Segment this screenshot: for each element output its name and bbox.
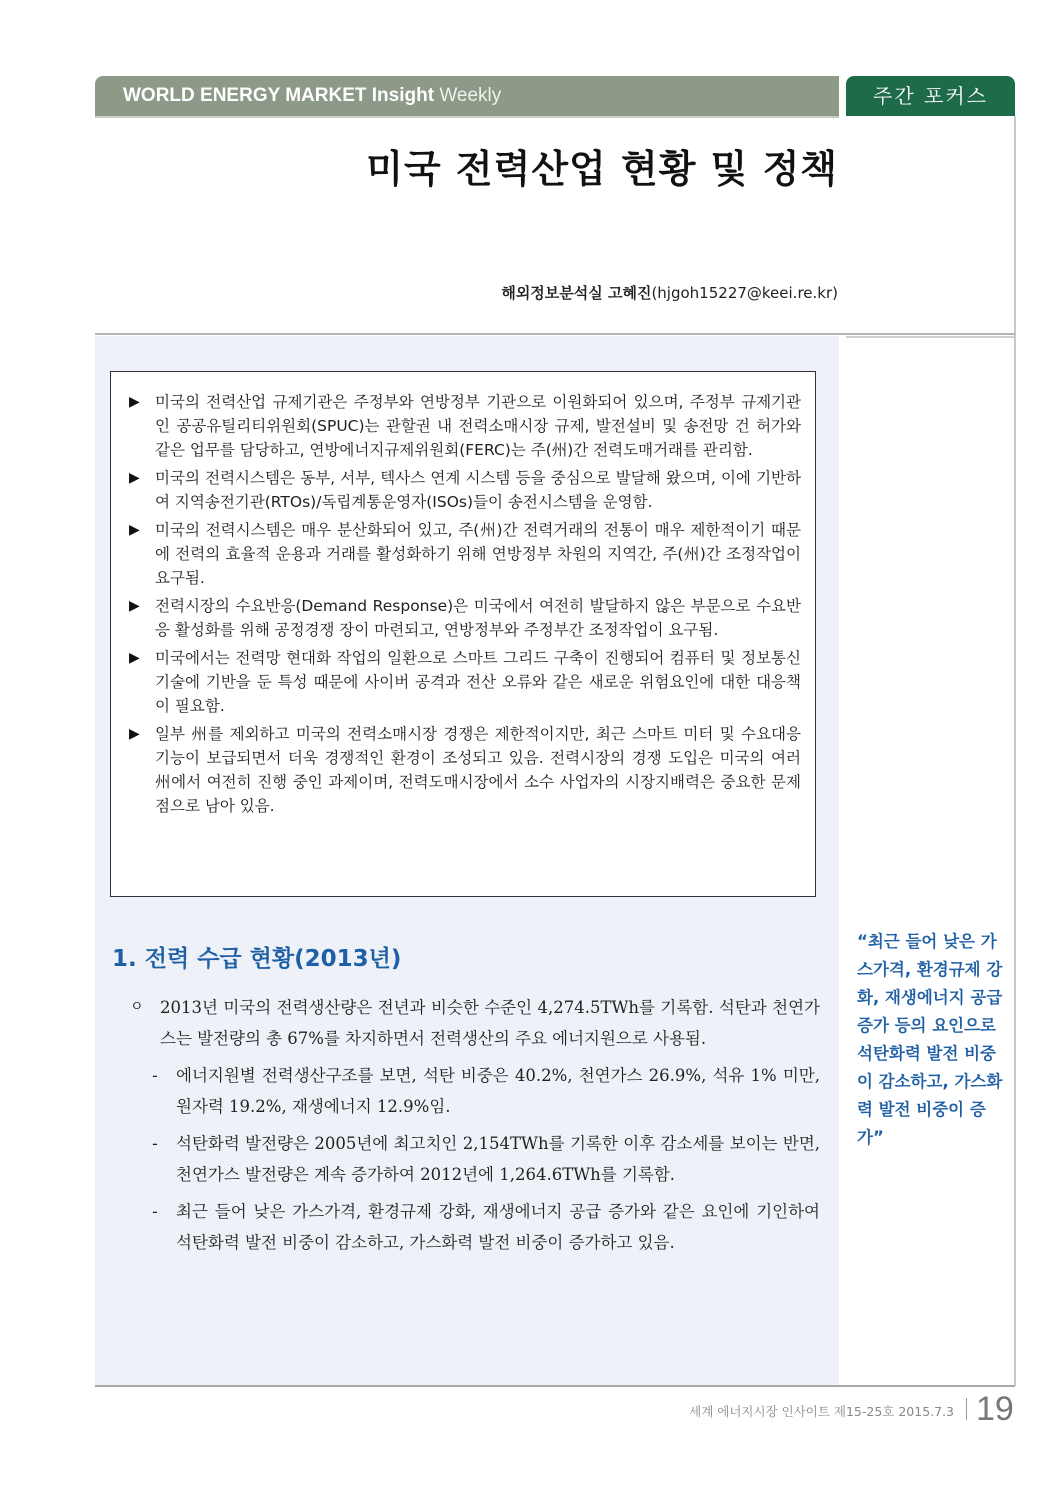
footer-divider (95, 1385, 1015, 1387)
sub-paragraph (152, 1196, 820, 1258)
brand-weekly: Weekly (439, 85, 502, 106)
brand-name: WORLD ENERGY MARKET Insight (123, 85, 435, 106)
page-number: 19 (976, 1390, 1014, 1428)
paragraph-text: 에너지원별 전력생산구조를 보면, 석탄 비중은 40.2%, 천연가스 26.9%, 석유 1% 미만, 원자력 19.2%, 재생에너지 12.9%임. (176, 1066, 820, 1116)
sub-paragraph (152, 1128, 820, 1190)
header-divider (95, 116, 839, 118)
sub-paragraph (152, 1060, 820, 1122)
section-heading: 1. 전력 수급 현황(2013년) (112, 946, 402, 972)
author-line (501, 282, 838, 303)
summary-box (110, 371, 816, 897)
summary-text: 일부 州를 제외하고 미국의 전력소매시장 경쟁은 제한적이지만, 최근 스마트 미터 및 수요대응 기능이 보급되면서 더욱 경쟁적인 환경이 조성되고 있음. 전력시장의 경쟁 도입은 미국의 여러 州에서 여전히 진행 중인 과제이며, 전력도매시장에서 소수 사업자의 시장지배력은 중요한 문제점으로 남아 있음. (155, 725, 801, 815)
pull-quote: “최근 들어 낮은 가스가격, 환경규제 강화, 재생에너지 공급 증가 등의 요인으로 석탄화력 발전 비중이 감소하고, 가스화력 발전 비중이 증가” (857, 932, 1003, 1147)
paragraph-text: 석탄화력 발전량은 2005년에 최고치인 2,154TWh를 기록한 이후 감소세를 보이는 반면, 천연가스 발전량은 계속 증가하여 2012년에 1,264.6TWh를 기록함. (176, 1134, 820, 1184)
summary-item (129, 646, 801, 718)
section-tab: 주간 포커스 (846, 76, 1015, 116)
author-name: 해외정보분석실 고혜진 (501, 284, 652, 302)
summary-text: 전력시장의 수요반응(Demand Response)은 미국에서 여전히 발달하지 않은 부문으로 수요반응 활성화를 위해 공정경쟁 장이 마련되고, 연방정부와 주정부간 조정작업이 요구됨. (155, 597, 801, 639)
summary-text: 미국에서는 전력망 현대화 작업의 일환으로 스마트 그리드 구축이 진행되어 컴퓨터 및 정보통신 기술에 기반을 둔 특성 때문에 사이버 공격과 전산 오류와 같은 새로운 위험요인에 대한 대응책이 필요함. (155, 649, 801, 715)
author-email: (hjgoh15227@keei.re.kr) (651, 284, 838, 302)
paragraph-text: 최근 들어 낮은 가스가격, 환경규제 강화, 재생에너지 공급 증가와 같은 요인에 기인하여 석탄화력 발전 비중이 감소하고, 가스화력 발전 비중이 증가하고 있음. (176, 1202, 820, 1252)
paragraph-text: 2013년 미국의 전력생산량은 전년과 비슷한 수준인 4,274.5TWh를 기록함. 석탄과 천연가스는 발전량의 총 67%를 차지하면서 전력생산의 주요 에너지원으로 사용됨. (160, 998, 820, 1048)
triangle-bullet-icon: ▶ (129, 726, 140, 742)
main-paragraph (130, 992, 820, 1054)
header-brand (123, 85, 501, 107)
summary-item (129, 390, 801, 462)
title-separator (95, 333, 1015, 335)
summary-item (129, 466, 801, 514)
triangle-bullet-icon: ▶ (129, 598, 140, 614)
summary-item (129, 518, 801, 590)
triangle-bullet-icon: ▶ (129, 394, 140, 410)
right-margin-line (1014, 116, 1016, 1386)
footer-publication: 세계 에너지시장 인사이트 제15-25호 2015.7.3 (689, 1404, 954, 1419)
circle-bullet-icon: ㅇ (130, 999, 144, 1015)
sidebar-top-line (846, 336, 1014, 338)
summary-item (129, 594, 801, 642)
triangle-bullet-icon: ▶ (129, 650, 140, 666)
page-title: 미국 전력산업 현황 및 정책 (366, 147, 838, 191)
summary-text: 미국의 전력시스템은 매우 분산화되어 있고, 주(州)간 전력거래의 전통이 매우 제한적이기 때문에 전력의 효율적 운용과 거래를 활성화하기 위해 연방정부 차원의 지역간, 주(州)간 조정작업이 요구됨. (155, 521, 801, 587)
header-bar (95, 76, 839, 116)
summary-text: 미국의 전력시스템은 동부, 서부, 텍사스 연계 시스템 등을 중심으로 발달해 왔으며, 이에 기반하여 지역송전기관(RTOs)/독립계통운영자(ISOs)들이 송전시스템을 운영함. (155, 469, 801, 511)
triangle-bullet-icon: ▶ (129, 522, 140, 538)
summary-text: 미국의 전력산업 규제기관은 주정부와 연방정부 기관으로 이원화되어 있으며, 주정부 규제기관인 공공유틸리티위원회(SPUC)는 관할권 내 전력소매시장 규제, 발전설비 및 송전망 건 허가와 같은 업무를 담당하고, 연방에너지규제위원회(FERC)는 주(州)간 전력도매거래를 관리함. (155, 393, 801, 459)
section-body (130, 992, 820, 1264)
summary-item (129, 722, 801, 818)
dash-bullet-icon: - (152, 1066, 158, 1085)
dash-bullet-icon: - (152, 1202, 158, 1221)
dash-bullet-icon: - (152, 1134, 158, 1153)
footer-separator (966, 1398, 967, 1420)
triangle-bullet-icon: ▶ (129, 470, 140, 486)
